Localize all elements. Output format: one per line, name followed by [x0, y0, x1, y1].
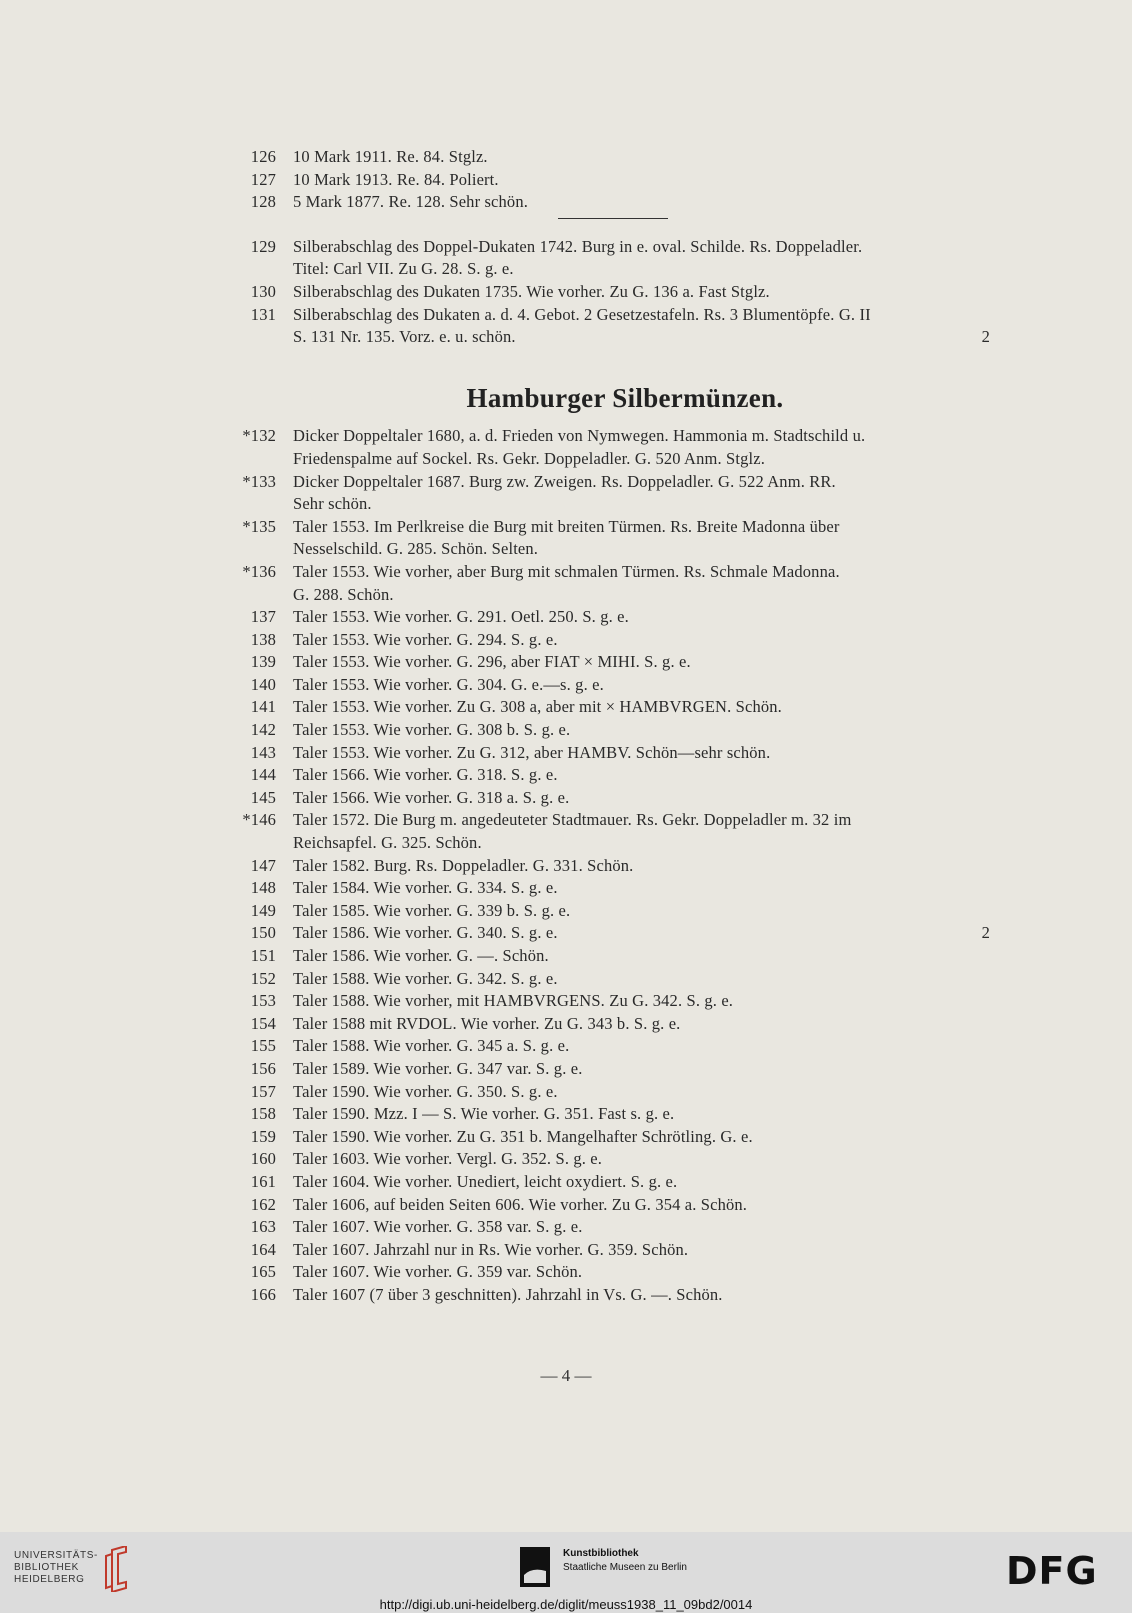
entry-description	[293, 696, 990, 719]
entry-description	[293, 742, 990, 765]
entry-number: 147	[250, 855, 276, 875]
catalogue-entry	[220, 425, 990, 470]
catalogue-entry	[220, 1216, 990, 1239]
entry-description	[293, 191, 990, 214]
entry-line: Taler 1553. Wie vorher. Zu G. 308 a, aber mit × HAMBVRGEN. Schön.	[293, 697, 782, 717]
entry-quantity: 2	[981, 923, 990, 943]
entry-number: *133	[242, 471, 276, 491]
entry-number: 160	[250, 1149, 276, 1169]
entry-line-text: S. 131 Nr. 135. Vorz. e. u. schön.	[293, 327, 516, 347]
entry-description	[293, 1171, 990, 1194]
entry-line: Taler 1553. Wie vorher. G. 294. S. g. e.	[293, 629, 558, 649]
entry-group-top	[220, 146, 990, 214]
entry-description	[293, 787, 990, 810]
entry-line: Nesselschild. G. 285. Schön. Selten.	[293, 539, 539, 559]
entry-number: 155	[250, 1036, 276, 1056]
entry-description	[293, 1148, 990, 1171]
entry-number: *135	[242, 516, 276, 536]
kb-line1: Kunstbibliothek	[563, 1548, 639, 1559]
entry-description	[293, 719, 990, 742]
entry-line: Taler 1604. Wie vorher. Unediert, leicht oxydiert. S. g. e.	[293, 1171, 678, 1191]
catalogue-entry	[220, 1126, 990, 1149]
entry-line: Taler 1553. Wie vorher. Zu G. 312, aber HAMBV. Schön—sehr schön.	[293, 742, 771, 762]
entry-line: Taler 1590. Wie vorher. G. 350. S. g. e.	[293, 1081, 558, 1101]
catalogue-entry	[220, 674, 990, 697]
catalogue-entry	[220, 809, 990, 854]
catalogue-entry	[220, 236, 990, 281]
entry-number: 149	[250, 900, 276, 920]
entry-description	[293, 1284, 990, 1307]
entry-group-hamburger-silbermuenzen	[220, 425, 990, 1306]
entry-number: 127	[250, 169, 276, 189]
entry-line: Taler 1607 (7 über 3 geschnitten). Jahrzahl in Vs. G. —. Schön.	[293, 1284, 723, 1304]
entry-description	[293, 606, 990, 629]
entry-description	[293, 561, 990, 606]
entry-line: Taler 1584. Wie vorher. G. 334. S. g. e.	[293, 878, 558, 898]
entry-number: 151	[250, 946, 276, 965]
entry-number: 130	[250, 281, 276, 301]
catalogue-entry	[220, 900, 990, 923]
catalogue-entry	[220, 1148, 990, 1171]
entry-line: 10 Mark 1911. Re. 84. Stglz.	[293, 147, 488, 166]
entry-line: Dicker Doppeltaler 1687. Burg zw. Zweigen. Rs. Doppeladler. G. 522 Anm. RR.	[293, 471, 836, 491]
entry-line: Taler 1553. Wie vorher, aber Burg mit schmalen Türmen. Rs. Schmale Madonna.	[293, 561, 840, 581]
catalogue-entry	[220, 764, 990, 787]
entry-line: Taler 1607. Wie vorher. G. 358 var. S. g. e.	[293, 1217, 583, 1237]
catalogue-entry	[220, 146, 990, 169]
catalogue-entry	[220, 922, 990, 945]
catalogue-entry	[220, 968, 990, 991]
catalogue-entry	[220, 855, 990, 878]
catalogue-entries	[220, 146, 990, 1307]
catalogue-entry	[220, 281, 990, 304]
kunstbibliothek-logo[interactable]	[563, 1547, 687, 1575]
entry-number: 129	[250, 236, 276, 256]
entry-number: 137	[250, 607, 276, 627]
entry-line: 10 Mark 1913. Re. 84. Poliert.	[293, 169, 499, 189]
entry-description	[293, 629, 990, 652]
entry-line: Taler 1590. Mzz. I — S. Wie vorher. G. 351. Fast s. g. e.	[293, 1104, 675, 1124]
catalogue-entry	[220, 516, 990, 561]
entry-number: 148	[250, 878, 276, 898]
catalogue-entry	[220, 169, 990, 192]
entry-line: Taler 1553. Wie vorher. G. 291. Oetl. 250. S. g. e.	[293, 607, 629, 627]
entry-description	[293, 1126, 990, 1149]
entry-line: Taler 1553. Wie vorher. G. 308 b. S. g. e.	[293, 720, 571, 740]
entry-number: 138	[250, 629, 276, 649]
entry-line: Taler 1553. Wie vorher. G. 296, aber FIAT × MIHI. S. g. e.	[293, 652, 691, 672]
catalogue-entry	[220, 1194, 990, 1217]
footer-bar	[0, 1532, 1132, 1613]
dfg-logo[interactable]: DFG	[1006, 1549, 1098, 1593]
catalogue-entry	[220, 1261, 990, 1284]
catalogue-entry	[220, 191, 990, 214]
entry-number: 153	[250, 991, 276, 1011]
entry-line: Taler 1582. Burg. Rs. Doppeladler. G. 331. Schön.	[293, 855, 634, 875]
entry-line: Taler 1588. Wie vorher, mit HAMBVRGENS. Zu G. 342. S. g. e.	[293, 991, 734, 1011]
entry-description	[293, 1035, 990, 1058]
entry-line: Taler 1603. Wie vorher. Vergl. G. 352. S. g. e.	[293, 1149, 603, 1169]
entry-line: Taler 1588 mit RVDOL. Wie vorher. Zu G. 343 b. S. g. e.	[293, 1013, 681, 1033]
catalogue-entry	[220, 945, 990, 968]
entry-number: *146	[242, 810, 276, 830]
entry-description	[293, 674, 990, 697]
entry-description	[293, 877, 990, 900]
entry-number: 165	[250, 1262, 276, 1282]
entry-number: 162	[250, 1194, 276, 1214]
entry-description	[293, 425, 990, 470]
entry-line	[293, 922, 990, 945]
ub-logo-line1: UNIVERSITÄTS-	[14, 1550, 98, 1561]
catalogue-entry	[220, 1013, 990, 1036]
entry-number: 143	[250, 742, 276, 762]
entry-line: Taler 1566. Wie vorher. G. 318. S. g. e.	[293, 765, 558, 785]
entry-line: Sehr schön.	[293, 494, 372, 514]
entry-number: 142	[250, 720, 276, 740]
entry-description	[293, 968, 990, 991]
entry-number: 128	[250, 192, 276, 212]
entry-number: 141	[250, 697, 276, 717]
entry-line	[293, 326, 990, 349]
catalogue-entry	[220, 719, 990, 742]
entry-description	[293, 281, 990, 304]
entry-line: Taler 1607. Wie vorher. G. 359 var. Schön.	[293, 1262, 583, 1282]
kunstbibliothek-emblem-icon	[518, 1545, 552, 1589]
catalogue-entry	[220, 696, 990, 719]
entry-number: 144	[250, 765, 276, 785]
entry-line: G. 288. Schön.	[293, 584, 394, 604]
source-url[interactable]: http://digi.ub.uni-heidelberg.de/diglit/meuss1938_11_09bd2/0014	[379, 1597, 753, 1612]
entry-line: Taler 1606, auf beiden Seiten 606. Wie vorher. Zu G. 354 a. Schön.	[293, 1194, 748, 1214]
ub-logo-line2: BIBLIOTHEK	[14, 1562, 79, 1573]
entry-number: 161	[250, 1171, 276, 1191]
entry-line: Friedenspalme auf Sockel. Rs. Gekr. Doppeladler. G. 520 Anm. Stglz.	[293, 448, 765, 468]
entry-description	[293, 1239, 990, 1262]
entry-line: 5 Mark 1877. Re. 128. Sehr schön.	[293, 192, 529, 212]
entry-line: Taler 1586. Wie vorher. G. —. Schön.	[293, 946, 549, 965]
entry-line: Silberabschlag des Dukaten 1735. Wie vorher. Zu G. 136 a. Fast Stglz.	[293, 281, 770, 301]
catalogue-entry	[220, 1035, 990, 1058]
catalogue-entry	[220, 606, 990, 629]
entry-line-text: Taler 1586. Wie vorher. G. 340. S. g. e.	[293, 923, 558, 943]
entry-description	[293, 651, 990, 674]
ub-heidelberg-logo[interactable]	[14, 1550, 98, 1586]
entry-description	[293, 516, 990, 561]
entry-line: Titel: Carl VII. Zu G. 28. S. g. e.	[293, 259, 514, 279]
entry-number: 156	[250, 1058, 276, 1078]
catalogue-entry	[220, 1081, 990, 1104]
entry-line: Reichsapfel. G. 325. Schön.	[293, 833, 482, 853]
entry-line: Taler 1607. Jahrzahl nur in Rs. Wie vorher. G. 359. Schön.	[293, 1239, 689, 1259]
entry-line: Silberabschlag des Doppel-Dukaten 1742. Burg in e. oval. Schilde. Rs. Doppeladler.	[293, 236, 863, 256]
catalogue-entry	[220, 990, 990, 1013]
catalogue-entry	[220, 1171, 990, 1194]
catalogue-entry	[220, 651, 990, 674]
entry-description	[293, 900, 990, 923]
ub-logo-line3: HEIDELBERG	[14, 1574, 85, 1585]
entry-quantity: 2	[981, 327, 990, 347]
catalogue-entry	[220, 304, 990, 349]
catalogue-entry	[220, 787, 990, 810]
entry-number: 140	[250, 674, 276, 694]
entry-number: 126	[250, 147, 276, 166]
entry-number: 163	[250, 1217, 276, 1237]
catalogue-entry	[220, 561, 990, 606]
entry-description	[293, 1013, 990, 1036]
entry-description	[293, 809, 990, 854]
catalogue-entry	[220, 629, 990, 652]
entry-description	[293, 945, 990, 968]
entry-number: 157	[250, 1081, 276, 1101]
entry-number: 145	[250, 787, 276, 807]
entry-line: Taler 1585. Wie vorher. G. 339 b. S. g. e.	[293, 900, 571, 920]
entry-line: Taler 1590. Wie vorher. Zu G. 351 b. Mangelhafter Schrötling. G. e.	[293, 1126, 753, 1146]
catalogue-entry	[220, 1239, 990, 1262]
entry-number: 139	[250, 652, 276, 672]
entry-description	[293, 922, 990, 945]
entry-group-silberabschlag	[220, 236, 990, 349]
entry-description	[293, 1194, 990, 1217]
entry-line: Dicker Doppeltaler 1680, a. d. Frieden von Nymwegen. Hammonia m. Stadtschild u.	[293, 426, 866, 446]
entry-number: 150	[250, 923, 276, 943]
entry-description	[293, 304, 990, 349]
section-heading: Hamburger Silbermünzen.	[466, 382, 784, 413]
ub-heidelberg-emblem-icon	[104, 1546, 134, 1592]
entry-number: 159	[250, 1126, 276, 1146]
entry-description	[293, 1261, 990, 1284]
section-divider	[558, 218, 668, 219]
kb-line2: Staatliche Museen zu Berlin	[563, 1562, 687, 1573]
entry-number: 152	[250, 968, 276, 988]
entry-line: Taler 1572. Die Burg m. angedeuteter Stadtmauer. Rs. Gekr. Doppeladler m. 32 im	[293, 810, 852, 830]
entry-description	[293, 146, 990, 169]
entry-description	[293, 471, 990, 516]
entry-description	[293, 1058, 990, 1081]
entry-line: Taler 1553. Wie vorher. G. 304. G. e.—s. g. e.	[293, 674, 604, 694]
entry-line: Taler 1588. Wie vorher. G. 342. S. g. e.	[293, 968, 558, 988]
entry-description	[293, 855, 990, 878]
entry-number: 164	[250, 1239, 276, 1259]
entry-description	[293, 764, 990, 787]
catalogue-entry	[220, 1058, 990, 1081]
page-number: — 4 —	[540, 1366, 592, 1385]
entry-line: Taler 1588. Wie vorher. G. 345 a. S. g. e.	[293, 1036, 570, 1056]
entry-number: 131	[250, 304, 276, 324]
entry-line: Taler 1589. Wie vorher. G. 347 var. S. g. e.	[293, 1058, 583, 1078]
catalogue-entry	[220, 742, 990, 765]
entry-description	[293, 169, 990, 192]
entry-description	[293, 236, 990, 281]
entry-number: 154	[250, 1013, 276, 1033]
catalogue-entry	[220, 877, 990, 900]
entry-description	[293, 1216, 990, 1239]
entry-number: 166	[250, 1284, 276, 1304]
entry-number: 158	[250, 1104, 276, 1124]
entry-line: Silberabschlag des Dukaten a. d. 4. Gebot. 2 Gesetzestafeln. Rs. 3 Blumentöpfe. G. II	[293, 304, 871, 324]
catalogue-entry	[220, 471, 990, 516]
entry-line: Taler 1566. Wie vorher. G. 318 a. S. g. e.	[293, 787, 570, 807]
entry-number: *132	[242, 426, 276, 446]
entry-number: *136	[242, 561, 276, 581]
catalogue-entry	[220, 1284, 990, 1307]
entry-description	[293, 1103, 990, 1126]
entry-description	[293, 990, 990, 1013]
catalogue-entry	[220, 1103, 990, 1126]
entry-description	[293, 1081, 990, 1104]
entry-line: Taler 1553. Im Perlkreise die Burg mit breiten Türmen. Rs. Breite Madonna über	[293, 516, 840, 536]
